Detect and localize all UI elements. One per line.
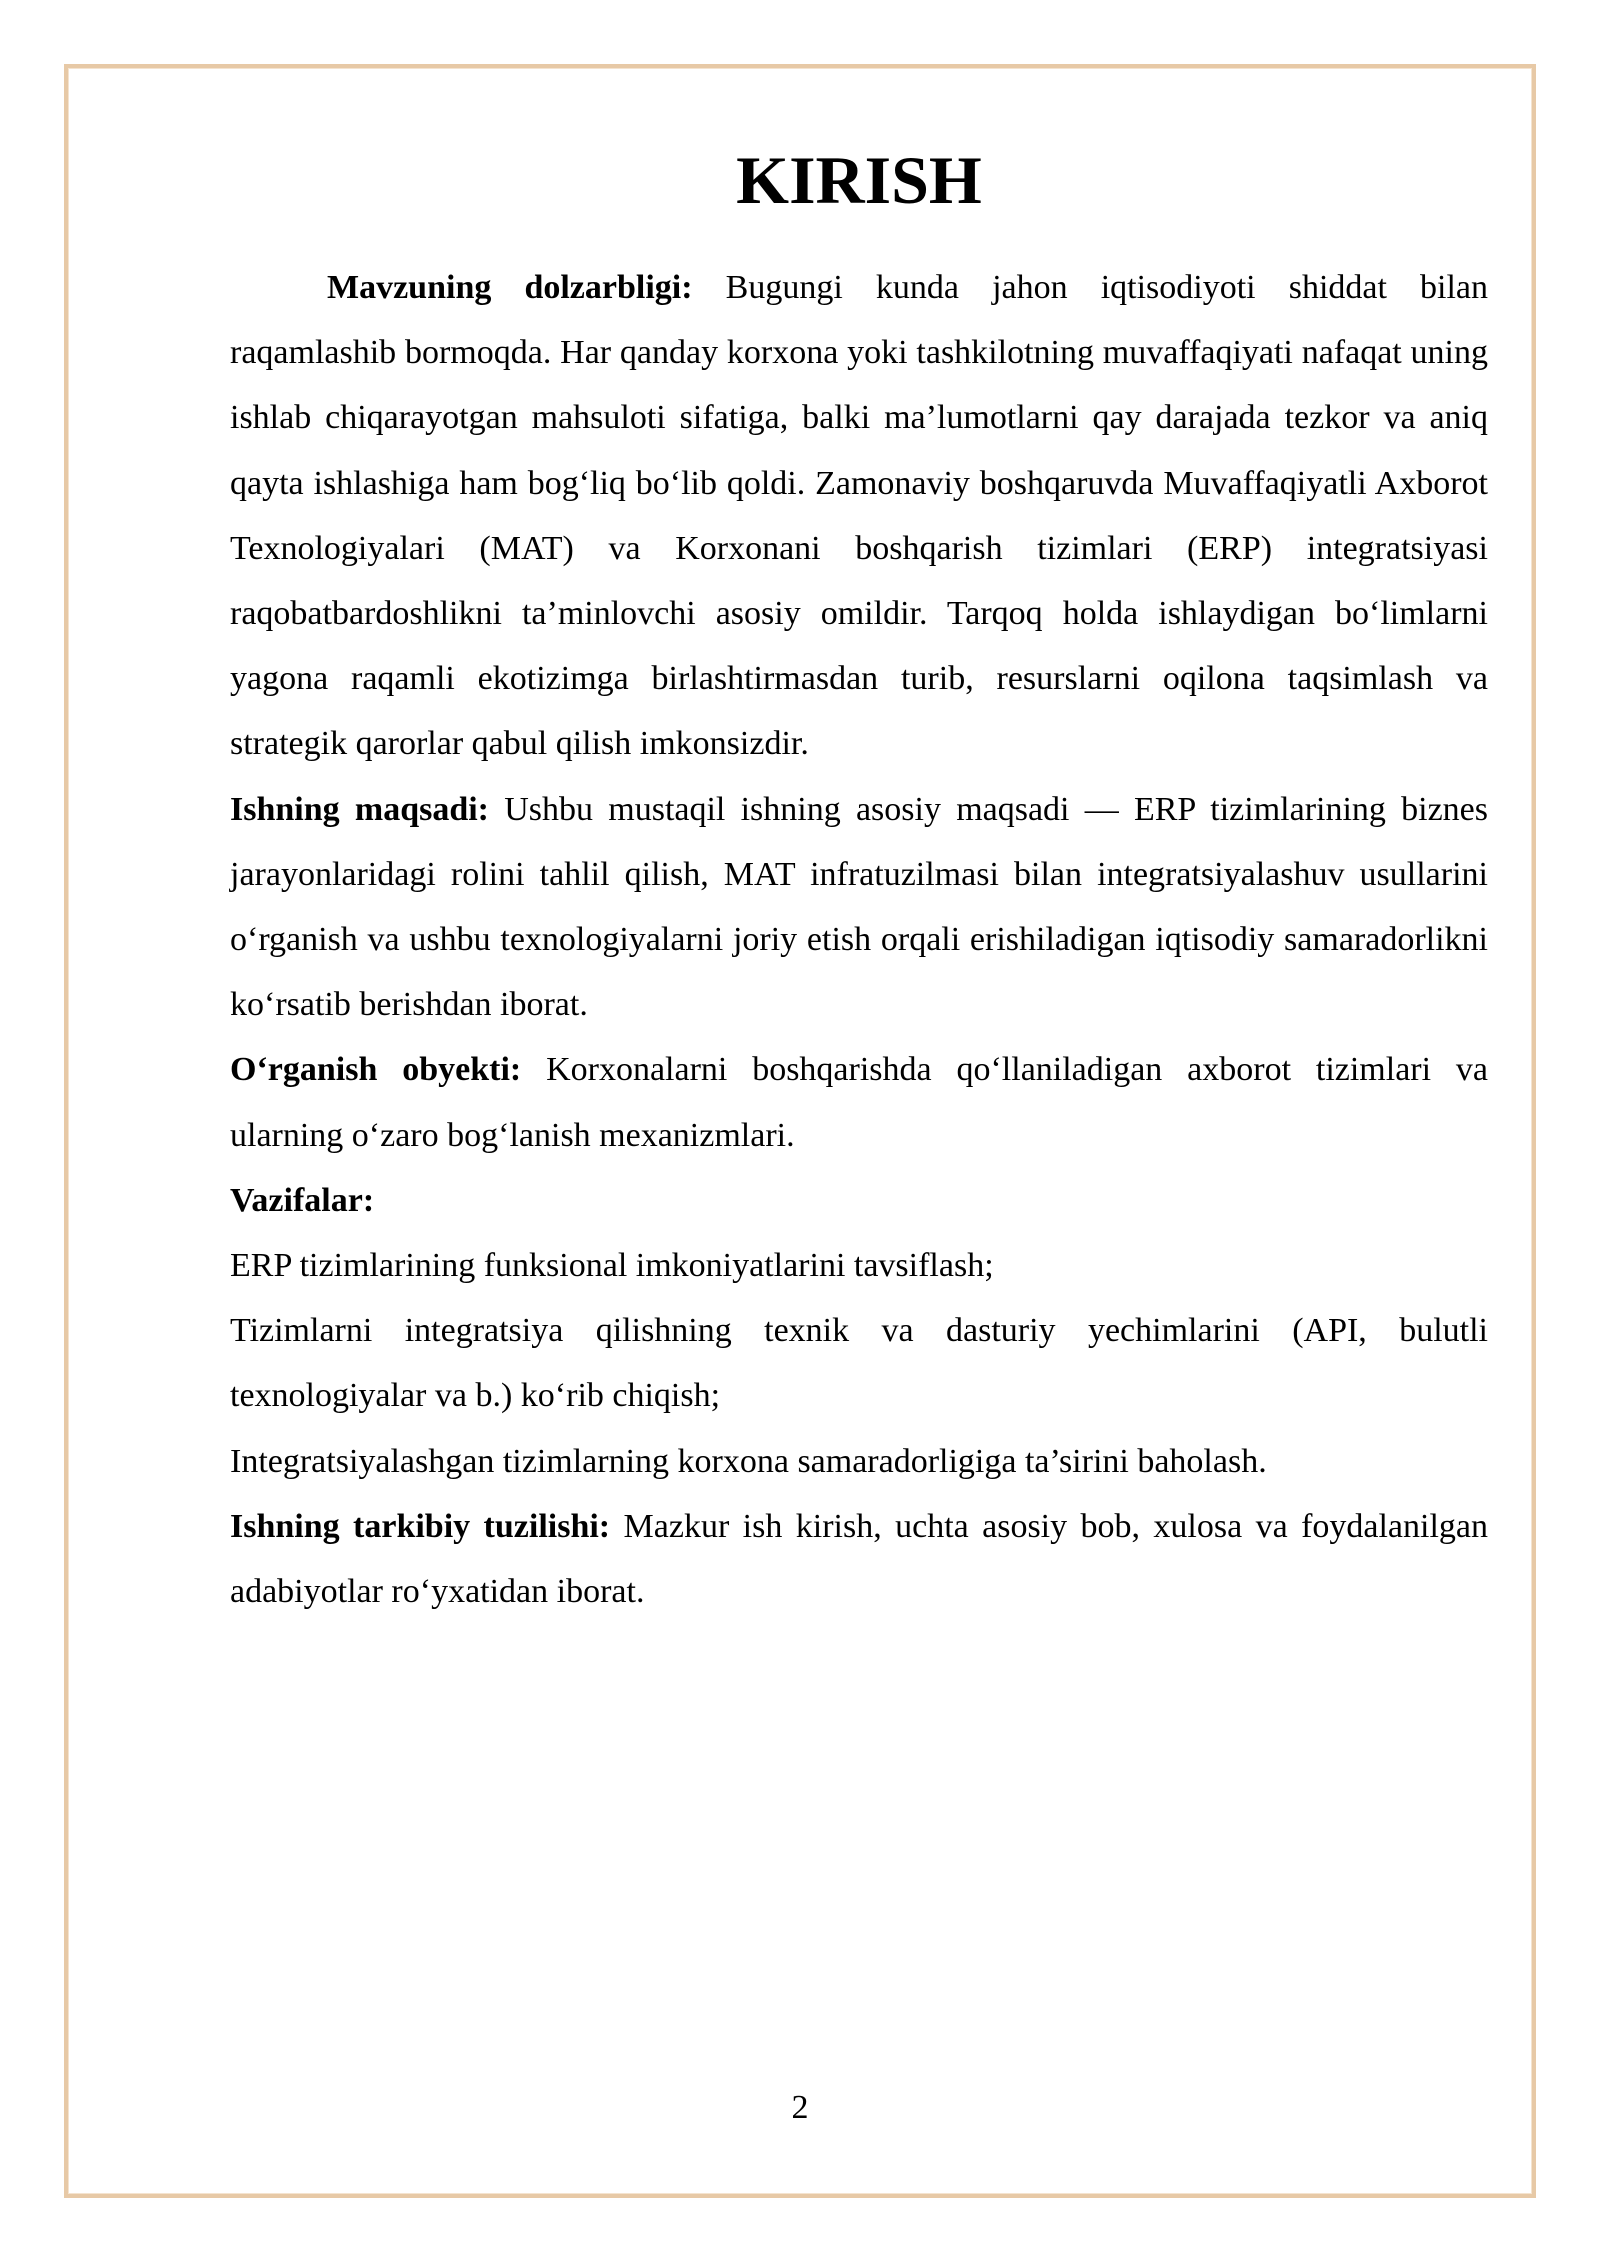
- document-body: [230, 142, 1489, 1624]
- relevance-label: Mavzuning dolzarbligi:: [327, 269, 693, 306]
- object-paragraph: [230, 1037, 1488, 1167]
- task-item: ERP tizimlarining funksional imkoniyatlarini tavsiflash;: [230, 1247, 994, 1285]
- structure-paragraph: [230, 1494, 1488, 1624]
- title-spacing: [230, 213, 1488, 255]
- goal-text: Ushbu mustaqil ishning asosiy maqsadi — ERP tizimlarining biznes jarayonlaridagi rolini tahlil qilish, MAT infratuzilmasi bilan integratsiyalashuv usullarini o‘rganish va ushbu texnologiyalarni joriy etish orqali erishiladigan iqtisodiy samaradorlikni ko‘rsatib berishdan iborat.: [230, 790, 1489, 1024]
- tasks-heading: [230, 1168, 1488, 1233]
- object-text: Korxonalarni boshqarishda qo‘llaniladigan axborot tizimlari va ularning o‘zaro bog‘lanish mexanizmlari.: [230, 1051, 1488, 1154]
- relevance-paragraph: [230, 255, 1488, 777]
- object-label: O‘rganish obyekti:: [230, 1051, 522, 1089]
- goal-label: Ishning maqsadi:: [230, 790, 490, 828]
- document-title: KIRISH: [736, 142, 982, 218]
- page-number: 2: [791, 2089, 809, 2126]
- structure-text: Mazkur ish kirish, uchta asosiy bob, xulosa va foydalanilgan adabiyotlar ro‘yxatidan iborat.: [230, 1507, 1489, 1611]
- task-item: Integratsiyalashgan tizimlarning korxona samaradorligiga ta’sirini baholash.: [230, 1442, 1267, 1480]
- goal-paragraph: [230, 777, 1488, 1038]
- relevance-text: Bugungi kunda jahon iqtisodiyoti shiddat bilan raqamlashib bormoqda. Har qanday korxona yoki tashkilotning muvaffaqiyati nafaqat uning ishlab chiqarayotgan mahsuloti sifatiga, balki ma’lumotlarni qay darajada tezkor va aniq qayta ishlashiga ham bog‘liq bo‘lib qoldi. Zamonaviy boshqaruvda Muvaffaqiyatli Axborot Texnologiyalari (MAT) va Korxonani boshqarish tizimlari (ERP) integratsiyasi raqobatbardoshlikni ta’minlovchi asosiy omildir. Tarqoq holda ishlaydigan bo‘limlarni yagona raqamli ekotizimga birlashtirmasdan turib, resurslarni oqilona taqsimlash va strategik qarorlar qabul qilish imkonsizdir.: [230, 269, 1489, 763]
- task-item: Tizimlarni integratsiya qilishning texnik va dasturiy yechimlarini (API, bulutli texnologiyalar va b.) ko‘rib chiqish;: [230, 1312, 1488, 1415]
- tasks-label: Vazifalar:: [230, 1181, 375, 1219]
- structure-label: Ishning tarkibiy tuzilishi:: [230, 1507, 611, 1545]
